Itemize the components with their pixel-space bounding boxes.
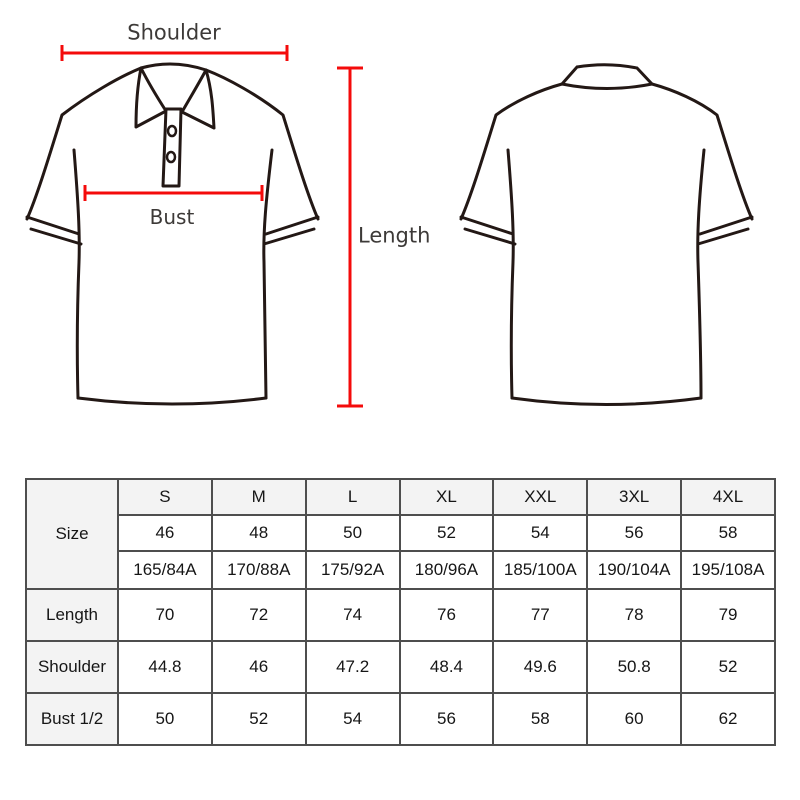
column-header: 4XL (681, 479, 775, 515)
column-header: XL (400, 479, 494, 515)
table-cell: 70 (118, 589, 212, 641)
front-placket (163, 109, 181, 186)
table-cell: 175/92A (306, 551, 400, 589)
table-row-shoulder (26, 641, 775, 693)
size-row-header: Size (26, 479, 118, 589)
bust-label: Bust (149, 205, 195, 229)
table-cell: 79 (681, 589, 775, 641)
back-left-side (508, 150, 513, 398)
shoulder-row-header: Shoulder (26, 641, 118, 693)
table-row-bust (26, 693, 775, 745)
table-cell: 58 (493, 693, 587, 745)
table-cell: 49.6 (493, 641, 587, 693)
column-header: S (118, 479, 212, 515)
table-cell: 77 (493, 589, 587, 641)
table-row-length (26, 589, 775, 641)
table-cell: 44.8 (118, 641, 212, 693)
table-cell: 52 (681, 641, 775, 693)
back-collar-band (562, 65, 652, 84)
table-cell: 195/108A (681, 551, 775, 589)
table-cell: 78 (587, 589, 681, 641)
table-cell: 180/96A (400, 551, 494, 589)
table-cell: 56 (587, 515, 681, 551)
length-label: Length (358, 223, 431, 248)
table-cell: 54 (306, 693, 400, 745)
table-cell: 50.8 (587, 641, 681, 693)
table-row-size-spec (26, 551, 775, 589)
table-cell: 50 (118, 693, 212, 745)
table-cell: 74 (306, 589, 400, 641)
table-cell: 62 (681, 693, 775, 745)
front-left-side (74, 150, 79, 398)
table-cell: 50 (306, 515, 400, 551)
table-row-size-codes (26, 479, 775, 515)
table-cell: 165/84A (118, 551, 212, 589)
table-cell: 170/88A (212, 551, 306, 589)
back-right-side (698, 150, 704, 398)
table-cell: 60 (587, 693, 681, 745)
back-body-top-outline (461, 84, 752, 219)
table-cell: 56 (400, 693, 494, 745)
front-right-side (264, 150, 272, 398)
table-cell: 47.2 (306, 641, 400, 693)
size-chart-table (25, 478, 776, 746)
polo-front-drawing (27, 64, 318, 404)
column-header: XXL (493, 479, 587, 515)
table-cell: 54 (493, 515, 587, 551)
table-cell: 48 (212, 515, 306, 551)
column-header: L (306, 479, 400, 515)
column-header: 3XL (587, 479, 681, 515)
table-cell: 52 (400, 515, 494, 551)
front-collar-right-lapel (182, 70, 214, 128)
table-cell: 185/100A (493, 551, 587, 589)
table-cell: 72 (212, 589, 306, 641)
bust-row-header: Bust 1/2 (26, 693, 118, 745)
table-cell: 190/104A (587, 551, 681, 589)
table-cell: 52 (212, 693, 306, 745)
table-cell: 48.4 (400, 641, 494, 693)
front-collar-left-lapel (136, 68, 166, 127)
column-header: M (212, 479, 306, 515)
table-row-size-numeric (26, 515, 775, 551)
shoulder-measure-line (62, 45, 287, 61)
table-cell: 76 (400, 589, 494, 641)
table-cell: 58 (681, 515, 775, 551)
table-cell: 46 (212, 641, 306, 693)
polo-back-drawing (461, 65, 752, 405)
front-hem (78, 398, 266, 404)
shoulder-label: Shoulder (127, 20, 221, 45)
back-hem (512, 398, 701, 405)
length-row-header: Length (26, 589, 118, 641)
table-cell: 46 (118, 515, 212, 551)
